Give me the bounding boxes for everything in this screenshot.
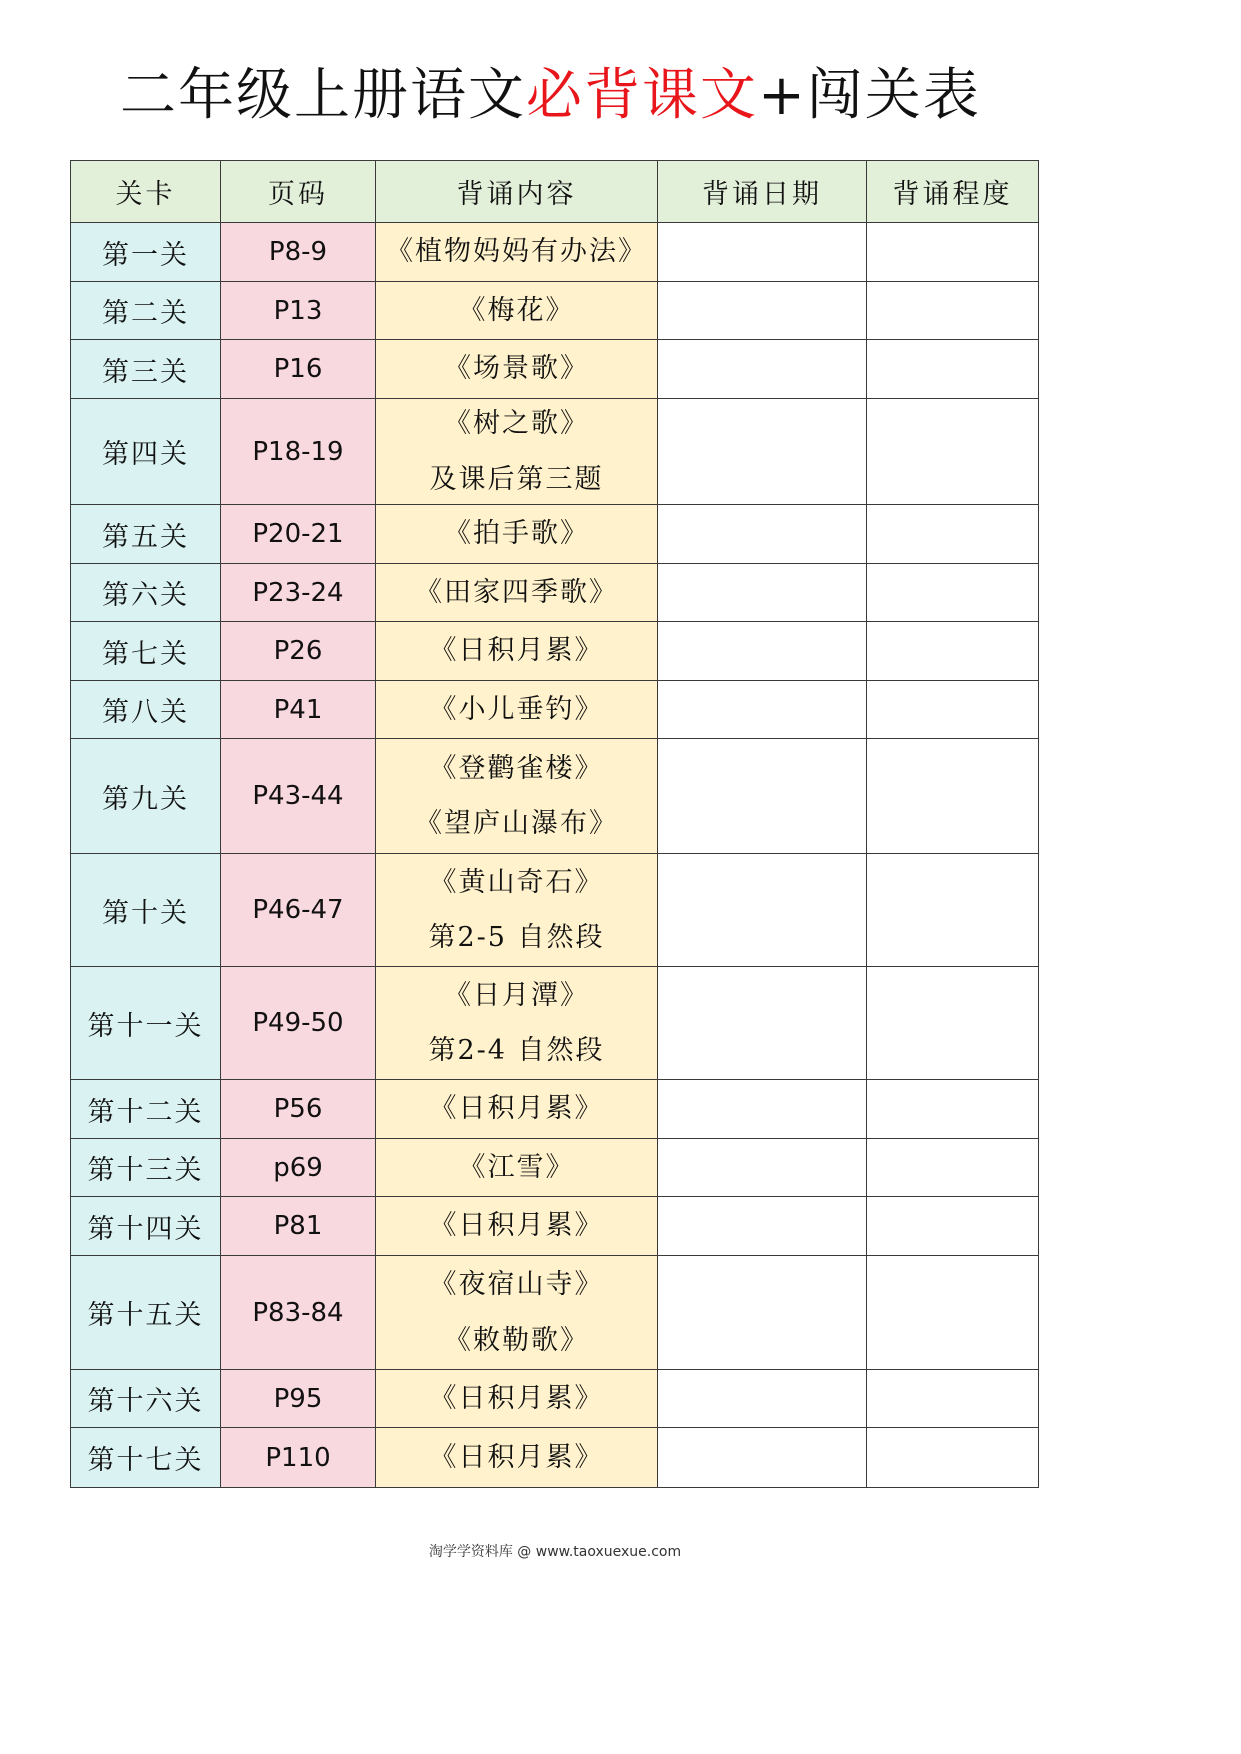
content-cell xyxy=(376,1197,658,1256)
page-cell: P49-50 xyxy=(221,967,376,1080)
footer-watermark: 淘学学资料库 @ www.taoxuexue.com xyxy=(428,1544,682,1560)
title-suffix: +闯关表 xyxy=(758,63,981,128)
content-cell xyxy=(376,854,658,967)
progress-cell[interactable] xyxy=(867,505,1039,564)
date-cell[interactable] xyxy=(658,1370,867,1428)
table-row xyxy=(71,681,1039,739)
table-body xyxy=(71,223,1039,1488)
content-line: 《日积月累》 xyxy=(429,1093,604,1125)
date-cell[interactable] xyxy=(658,1428,867,1488)
content-cell xyxy=(376,564,658,622)
content-line: 《夜宿山寺》 xyxy=(429,1269,604,1301)
date-cell[interactable] xyxy=(658,564,867,622)
page-cell: P26 xyxy=(221,622,376,681)
progress-cell[interactable] xyxy=(867,1139,1039,1197)
table-row xyxy=(71,1080,1039,1139)
content-line: 《敕勒歌》 xyxy=(444,1324,589,1356)
progress-cell[interactable] xyxy=(867,854,1039,967)
content-cell xyxy=(376,1428,658,1488)
stage-cell: 第二关 xyxy=(71,282,221,340)
stage-cell: 第十六关 xyxy=(71,1370,221,1428)
progress-cell[interactable] xyxy=(867,1080,1039,1139)
page-title xyxy=(120,56,981,136)
progress-cell[interactable] xyxy=(867,340,1039,399)
table-row xyxy=(71,505,1039,564)
content-cell xyxy=(376,282,658,340)
page-cell: P110 xyxy=(221,1428,376,1488)
progress-cell[interactable] xyxy=(867,223,1039,282)
table-row xyxy=(71,1428,1039,1488)
date-cell[interactable] xyxy=(658,223,867,282)
content-line: 《日月潭》 xyxy=(444,979,589,1011)
content-cell xyxy=(376,1256,658,1370)
title-highlight: 必背课文 xyxy=(526,63,758,128)
date-cell[interactable] xyxy=(658,622,867,681)
table-row xyxy=(71,739,1039,854)
content-cell xyxy=(376,1139,658,1197)
content-cell xyxy=(376,739,658,854)
page-cell: P81 xyxy=(221,1197,376,1256)
page-cell: P18-19 xyxy=(221,399,376,505)
table-row xyxy=(71,1197,1039,1256)
header-date: 背诵日期 xyxy=(658,161,867,223)
content-line: 《黄山奇石》 xyxy=(429,866,604,898)
page-cell: P8-9 xyxy=(221,223,376,282)
table-row xyxy=(71,399,1039,505)
date-cell[interactable] xyxy=(658,854,867,967)
table-row xyxy=(71,564,1039,622)
table-row xyxy=(71,854,1039,967)
date-cell[interactable] xyxy=(658,505,867,564)
content-line: 《植物妈妈有办法》 xyxy=(386,236,647,268)
stage-cell: 第十一关 xyxy=(71,967,221,1080)
content-line: 《日积月累》 xyxy=(429,1441,604,1473)
table-row xyxy=(71,223,1039,282)
header-content: 背诵内容 xyxy=(376,161,658,223)
date-cell[interactable] xyxy=(658,340,867,399)
stage-cell: 第六关 xyxy=(71,564,221,622)
date-cell[interactable] xyxy=(658,399,867,505)
table-row xyxy=(71,967,1039,1080)
date-cell[interactable] xyxy=(658,1256,867,1370)
content-line: 《日积月累》 xyxy=(429,1210,604,1242)
title-prefix: 二年级上册语文 xyxy=(120,63,526,128)
content-line: 《拍手歌》 xyxy=(444,518,589,550)
recitation-table xyxy=(70,160,1039,1488)
date-cell[interactable] xyxy=(658,282,867,340)
date-cell[interactable] xyxy=(658,681,867,739)
table-row xyxy=(71,340,1039,399)
content-cell xyxy=(376,399,658,505)
page-cell: P13 xyxy=(221,282,376,340)
stage-cell: 第十关 xyxy=(71,854,221,967)
content-line: 《日积月累》 xyxy=(429,635,604,667)
stage-cell: 第八关 xyxy=(71,681,221,739)
content-line: 第2-4 自然段 xyxy=(428,1035,605,1066)
table-row xyxy=(71,622,1039,681)
progress-cell[interactable] xyxy=(867,1256,1039,1370)
page-cell: p69 xyxy=(221,1139,376,1197)
header-progress: 背诵程度 xyxy=(867,161,1039,223)
content-line: 《田家四季歌》 xyxy=(415,576,618,608)
page-cell: P23-24 xyxy=(221,564,376,622)
content-cell xyxy=(376,1080,658,1139)
progress-cell[interactable] xyxy=(867,681,1039,739)
content-line: 第2-5 自然段 xyxy=(428,922,605,953)
page-cell: P56 xyxy=(221,1080,376,1139)
page-cell: P95 xyxy=(221,1370,376,1428)
table-row xyxy=(71,1256,1039,1370)
page-cell: P83-84 xyxy=(221,1256,376,1370)
content-cell xyxy=(376,967,658,1080)
content-cell xyxy=(376,340,658,399)
stage-cell: 第四关 xyxy=(71,399,221,505)
content-line: 《梅花》 xyxy=(458,294,575,326)
stage-cell: 第三关 xyxy=(71,340,221,399)
progress-cell[interactable] xyxy=(867,1428,1039,1488)
progress-cell[interactable] xyxy=(867,564,1039,622)
stage-cell: 第十三关 xyxy=(71,1139,221,1197)
header-page: 页码 xyxy=(221,161,376,223)
date-cell[interactable] xyxy=(658,739,867,854)
content-line: 及课后第三题 xyxy=(429,463,604,495)
content-cell xyxy=(376,622,658,681)
content-cell xyxy=(376,681,658,739)
table-row xyxy=(71,1370,1039,1428)
content-line: 《树之歌》 xyxy=(444,408,589,440)
stage-cell: 第一关 xyxy=(71,223,221,282)
content-line: 《登鹳雀楼》 xyxy=(429,752,604,784)
content-line: 《望庐山瀑布》 xyxy=(415,808,618,839)
content-cell xyxy=(376,1370,658,1428)
date-cell[interactable] xyxy=(658,1080,867,1139)
content-line: 《日积月累》 xyxy=(429,1382,604,1414)
stage-cell: 第十七关 xyxy=(71,1428,221,1488)
content-line: 《场景歌》 xyxy=(444,353,589,385)
page-cell: P16 xyxy=(221,340,376,399)
stage-cell: 第十五关 xyxy=(71,1256,221,1370)
stage-cell: 第九关 xyxy=(71,739,221,854)
stage-cell: 第五关 xyxy=(71,505,221,564)
page-cell: P41 xyxy=(221,681,376,739)
progress-cell[interactable] xyxy=(867,1370,1039,1428)
page-cell: P46-47 xyxy=(221,854,376,967)
content-cell xyxy=(376,505,658,564)
content-line: 《小儿垂钓》 xyxy=(429,693,604,725)
header-row xyxy=(71,161,1039,223)
progress-cell[interactable] xyxy=(867,739,1039,854)
page-cell: P20-21 xyxy=(221,505,376,564)
date-cell[interactable] xyxy=(658,967,867,1080)
stage-cell: 第十二关 xyxy=(71,1080,221,1139)
page-cell: P43-44 xyxy=(221,739,376,854)
progress-cell[interactable] xyxy=(867,967,1039,1080)
progress-cell[interactable] xyxy=(867,1197,1039,1256)
stage-cell: 第七关 xyxy=(71,622,221,681)
content-cell xyxy=(376,223,658,282)
date-cell[interactable] xyxy=(658,1139,867,1197)
content-line: 《江雪》 xyxy=(458,1151,575,1183)
table-row xyxy=(71,1139,1039,1197)
progress-cell[interactable] xyxy=(867,399,1039,505)
date-cell[interactable] xyxy=(658,1197,867,1256)
stage-cell: 第十四关 xyxy=(71,1197,221,1256)
progress-cell[interactable] xyxy=(867,282,1039,340)
header-stage: 关卡 xyxy=(71,161,221,223)
progress-cell[interactable] xyxy=(867,622,1039,681)
table-row xyxy=(71,282,1039,340)
